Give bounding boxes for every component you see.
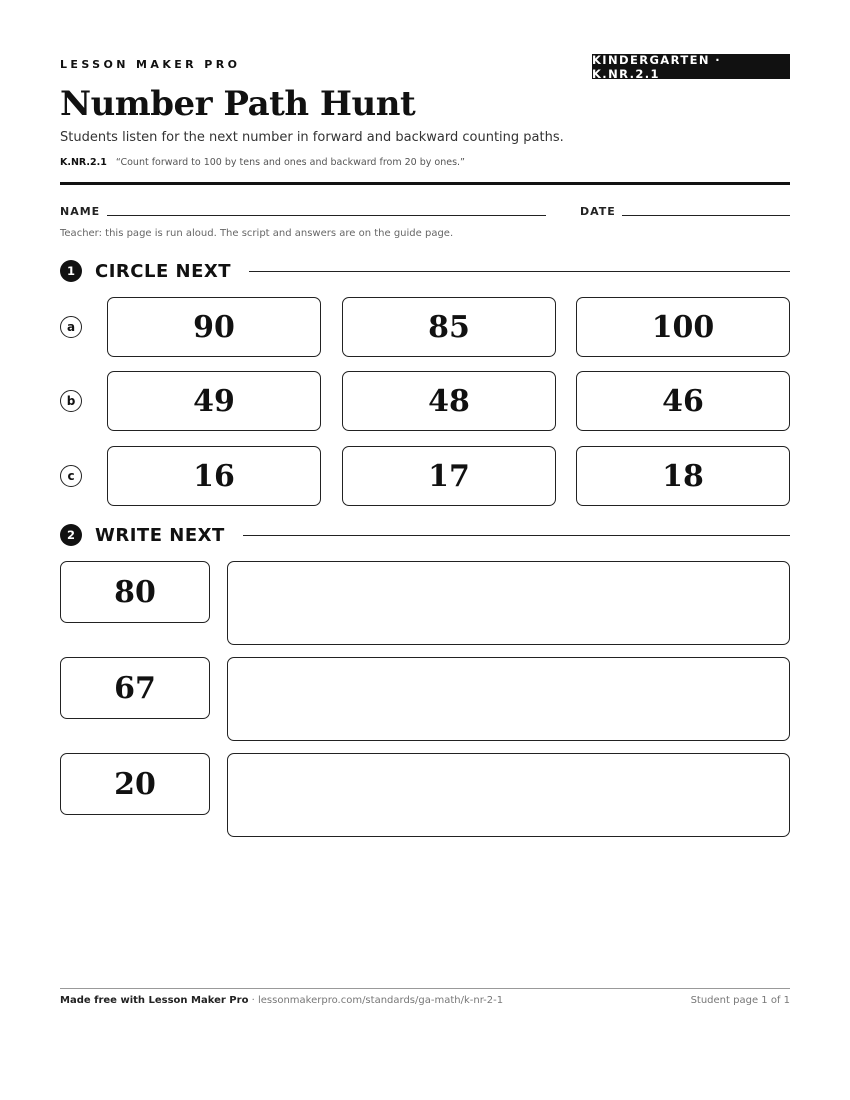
brand-name: LESSON MAKER PRO <box>60 58 241 71</box>
page-title: Number Path Hunt <box>60 84 416 124</box>
section-circle-next-header <box>60 260 790 282</box>
name-label: NAME <box>60 205 101 218</box>
standard-code: K.NR.2.1 <box>60 157 107 168</box>
footer-credit <box>60 995 503 1006</box>
section-divider <box>243 535 790 536</box>
answer-write-box[interactable] <box>227 561 790 645</box>
section-write-next-header <box>60 524 790 546</box>
choice-box[interactable]: 48 <box>342 371 556 431</box>
row-letter-b: b <box>60 390 82 412</box>
standard-text: “Count forward to 100 by tens and ones and backward from 20 by ones.” <box>115 157 465 168</box>
name-field[interactable] <box>107 215 546 216</box>
choice-box[interactable]: 18 <box>576 446 790 506</box>
section-divider <box>249 271 790 272</box>
section-title: WRITE NEXT <box>95 524 225 546</box>
section-number-badge: 2 <box>60 524 82 546</box>
teacher-note: Teacher: this page is run aloud. The script and answers are on the guide page. <box>60 228 454 239</box>
page-subtitle: Students listen for the next number in forward and backward counting paths. <box>60 130 564 145</box>
row-letter-a: a <box>60 316 82 338</box>
section-title: CIRCLE NEXT <box>95 260 232 282</box>
footer-divider <box>60 988 790 989</box>
worksheet-page <box>60 0 790 1100</box>
choice-box[interactable]: 85 <box>342 297 556 357</box>
section-number-badge: 1 <box>60 260 82 282</box>
standard-line <box>60 157 465 168</box>
choice-box[interactable]: 17 <box>342 446 556 506</box>
footer-made-with: Made free with Lesson Maker Pro <box>60 995 249 1006</box>
date-label: DATE <box>580 205 616 218</box>
row-letter-c: c <box>60 465 82 487</box>
header-divider <box>60 182 790 185</box>
choice-box[interactable]: 46 <box>576 371 790 431</box>
footer-url: · lessonmakerpro.com/standards/ga-math/k-nr-2-1 <box>248 995 504 1006</box>
answer-write-box[interactable] <box>227 753 790 837</box>
grade-standard-badge: KINDERGARTEN · K.NR.2.1 <box>592 54 790 79</box>
start-number-box: 67 <box>60 657 210 719</box>
date-field[interactable] <box>622 215 790 216</box>
start-number-box: 20 <box>60 753 210 815</box>
start-number-box: 80 <box>60 561 210 623</box>
choice-box[interactable]: 100 <box>576 297 790 357</box>
choice-box[interactable]: 90 <box>107 297 321 357</box>
choice-box[interactable]: 49 <box>107 371 321 431</box>
answer-write-box[interactable] <box>227 657 790 741</box>
choice-box[interactable]: 16 <box>107 446 321 506</box>
footer-page-label: Student page 1 of 1 <box>690 995 790 1006</box>
